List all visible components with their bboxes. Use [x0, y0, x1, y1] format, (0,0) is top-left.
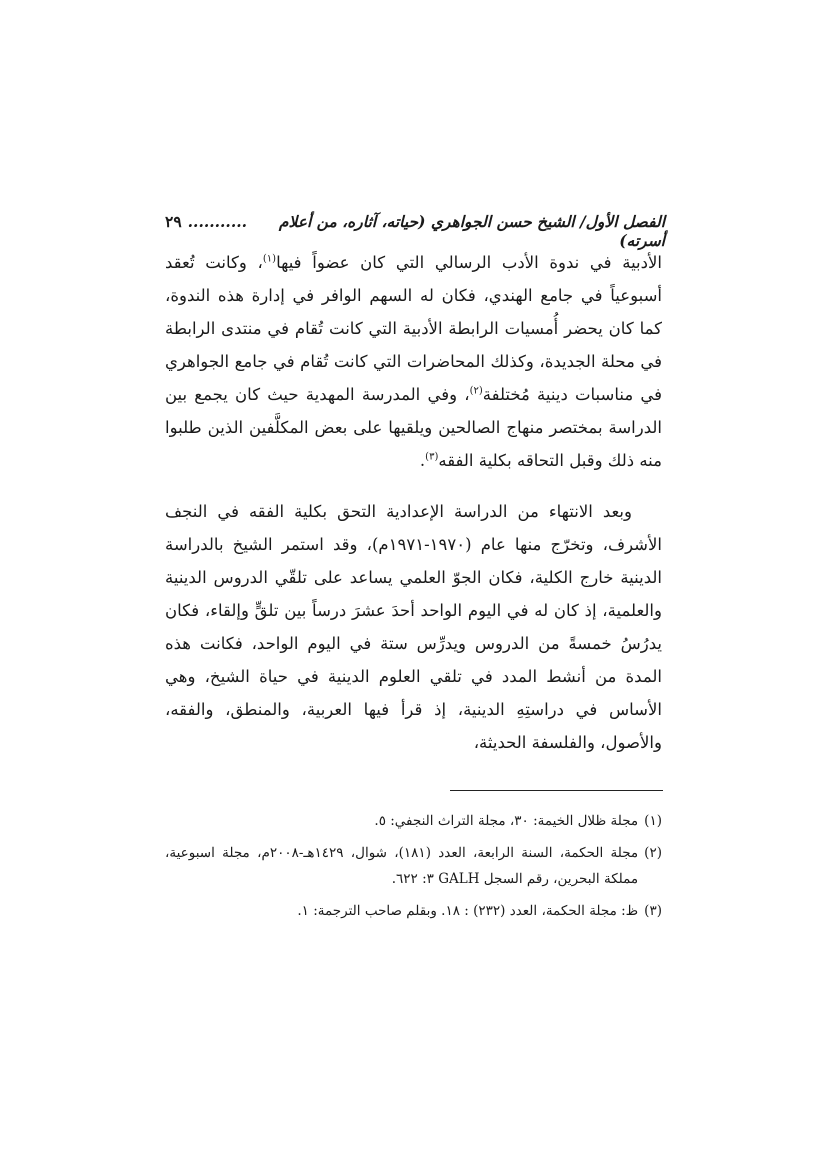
paragraph-1 [165, 246, 662, 477]
footnote-3 [165, 898, 662, 924]
running-header [165, 212, 665, 250]
footnote-text: مجلة ظلال الخيمة: ٣٠، مجلة التراث النجفي: ٥. [374, 813, 639, 829]
footnotes [165, 808, 662, 930]
footnote-separator [450, 790, 663, 791]
paragraph-1-part-1: الأدبية في ندوة الأدب الرسالي التي كان عضواً فيها [276, 253, 662, 272]
footnote-ref-2[interactable]: (٢) [469, 385, 483, 397]
paragraph-1-part-4: . [419, 451, 426, 470]
footnote-ref-1[interactable]: (١) [262, 253, 277, 265]
paragraph-1-part-3: ، وفي المدرسة المهدية حيث كان يجمع بين الدراسة بمختصر منهاج الصالحين ويلقيها على بعض المكلَّفين الذين طلبوا منه ذلك وقبل التحاقه بكلية الفقه [165, 385, 662, 470]
footnote-mark: (٢) [644, 845, 662, 861]
footnote-2 [165, 840, 662, 892]
footnote-ref-3[interactable]: (٣) [425, 451, 439, 463]
footnote-text: مجلة الحكمة، السنة الرابعة، العدد (١٨١)، شوال، ١٤٢٩هـ-٢٠٠٨م، مجلة اسبوعية، مملكة البحرين، رقم السجل GALH ٣: ٦٢٢. [165, 845, 639, 887]
chapter-title: الفصل الأول/ الشيخ حسن الجواهري (حياته، آثاره، من أعلام أسرته) [278, 212, 665, 250]
footnote-text: ظ: مجلة الحكمة، العدد (٢٣٢) : ١٨. وبقلم صاحب الترجمة: ١. [297, 903, 639, 919]
footnote-mark: (١) [644, 813, 662, 829]
footnote-1 [165, 808, 662, 834]
page-number: ٢٩ [165, 212, 182, 231]
paragraph-2: وبعد الانتهاء من الدراسة الإعدادية التحق بكلية الفقه في النجف الأشرف، وتخرّج منها عام (١٩٧٠-١٩٧١م)، وقد استمر الشيخ بالدراسة الدينية خارج الكلية، فكان الجوّ العلمي يساعد على تلقّي الدروس الدينية والعلمية، إذ كان له في اليوم الواحد أحدَ عشرَ درساً بين تلقٍّ وإلقاء، فكان يدرُسُ خمسةً من الدروس ويدرِّس ستة في اليوم الواحد، فكانت هذه المدة من أنشط المدد في تلقي العلوم الدينية في حياة الشيخ، وهي الأساس في دراستِهِ الدينية، إذ قرأ فيها العربية، والمنطق، والفقه، والأصول، والفلسفة الحديثة، [165, 502, 663, 752]
paragraph-1-part-2: ، وكانت تُعقد أسبوعياً في جامع الهندي، فكان له السهم الوافر في إدارة هذه الندوة، كما كان يحضر أُمسيات الرابطة الأدبية التي كانت تُقام في منتدى الرابطة في محلة الجديدة، وكذلك المحاضرات التي كانت تُقام في جامع الجواهري في مناسبات دينية مُختلفة [165, 253, 662, 404]
footnote-mark: (٣) [644, 903, 662, 919]
leader-dots: ........... [187, 212, 248, 231]
body-text [165, 246, 662, 759]
